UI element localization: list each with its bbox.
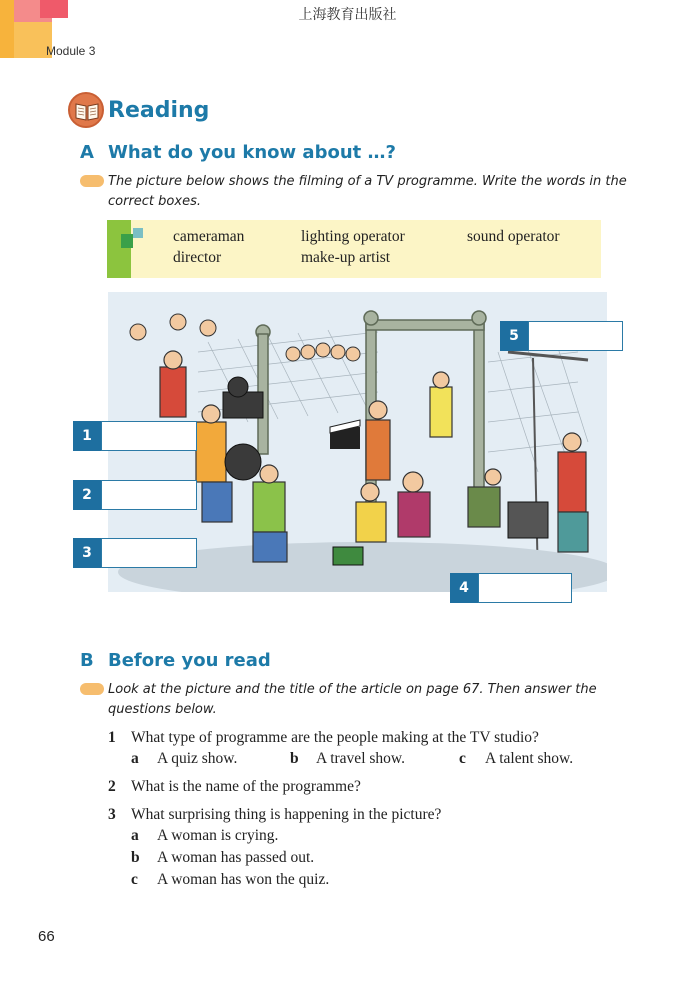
module-label: Module 3 <box>46 44 96 58</box>
option-letter: c <box>131 871 138 888</box>
option-text: A travel show. <box>316 750 405 767</box>
option-letter: b <box>290 750 299 767</box>
word-option: cameraman <box>173 228 245 245</box>
section-title: Before you read <box>108 650 271 671</box>
section-title: What do you know about …? <box>108 142 396 163</box>
word-option: sound operator <box>467 228 560 245</box>
section-letter: A <box>80 142 94 163</box>
label-number: 5 <box>500 321 528 351</box>
word-option: director <box>173 249 222 266</box>
option-text: A quiz show. <box>157 750 238 767</box>
section-heading: Reading <box>108 98 210 123</box>
answer-box-2[interactable] <box>101 480 197 510</box>
instruction-text: questions below. <box>108 702 217 717</box>
instruction-marker <box>80 683 104 695</box>
book-icon <box>68 92 104 128</box>
instruction-text: correct boxes. <box>108 194 201 209</box>
section-letter: B <box>80 650 94 671</box>
instruction-text: Look at the picture and the title of the article on page 67. Then answer the <box>108 682 597 697</box>
word-box-strip <box>107 220 131 278</box>
label-number: 1 <box>73 421 101 451</box>
question-number: 3 <box>108 806 116 823</box>
question-number: 1 <box>108 729 116 746</box>
option-text: A talent show. <box>485 750 574 767</box>
page-number: 66 <box>38 928 55 945</box>
answer-box-1[interactable] <box>101 421 197 451</box>
answer-box-5[interactable] <box>528 321 623 351</box>
option-text: A woman has won the quiz. <box>157 871 330 888</box>
question-text: What surprising thing is happening in the picture? <box>131 806 442 823</box>
option-text: A woman has passed out. <box>157 849 315 866</box>
question-number: 2 <box>108 778 116 795</box>
option-letter: c <box>459 750 466 767</box>
option-text: A woman is crying. <box>157 827 279 844</box>
instruction-text: The picture below shows the filming of a TV programme. Write the words in the <box>108 174 627 189</box>
instruction-marker <box>80 175 104 187</box>
answer-box-4[interactable] <box>478 573 572 603</box>
word-box-decoration <box>121 234 133 248</box>
word-option: make-up artist <box>301 249 391 266</box>
label-number: 3 <box>73 538 101 568</box>
word-box-decoration <box>133 228 143 238</box>
option-letter: a <box>131 750 139 767</box>
question-text: What type of programme are the people making at the TV studio? <box>131 729 539 746</box>
answer-box-3[interactable] <box>101 538 197 568</box>
option-letter: b <box>131 849 140 866</box>
publisher-name: 上海教育出版社 <box>298 7 397 23</box>
label-number: 2 <box>73 480 101 510</box>
question-text: What is the name of the programme? <box>131 778 361 795</box>
word-option: lighting operator <box>301 228 405 245</box>
label-number: 4 <box>450 573 478 603</box>
option-letter: a <box>131 827 139 844</box>
